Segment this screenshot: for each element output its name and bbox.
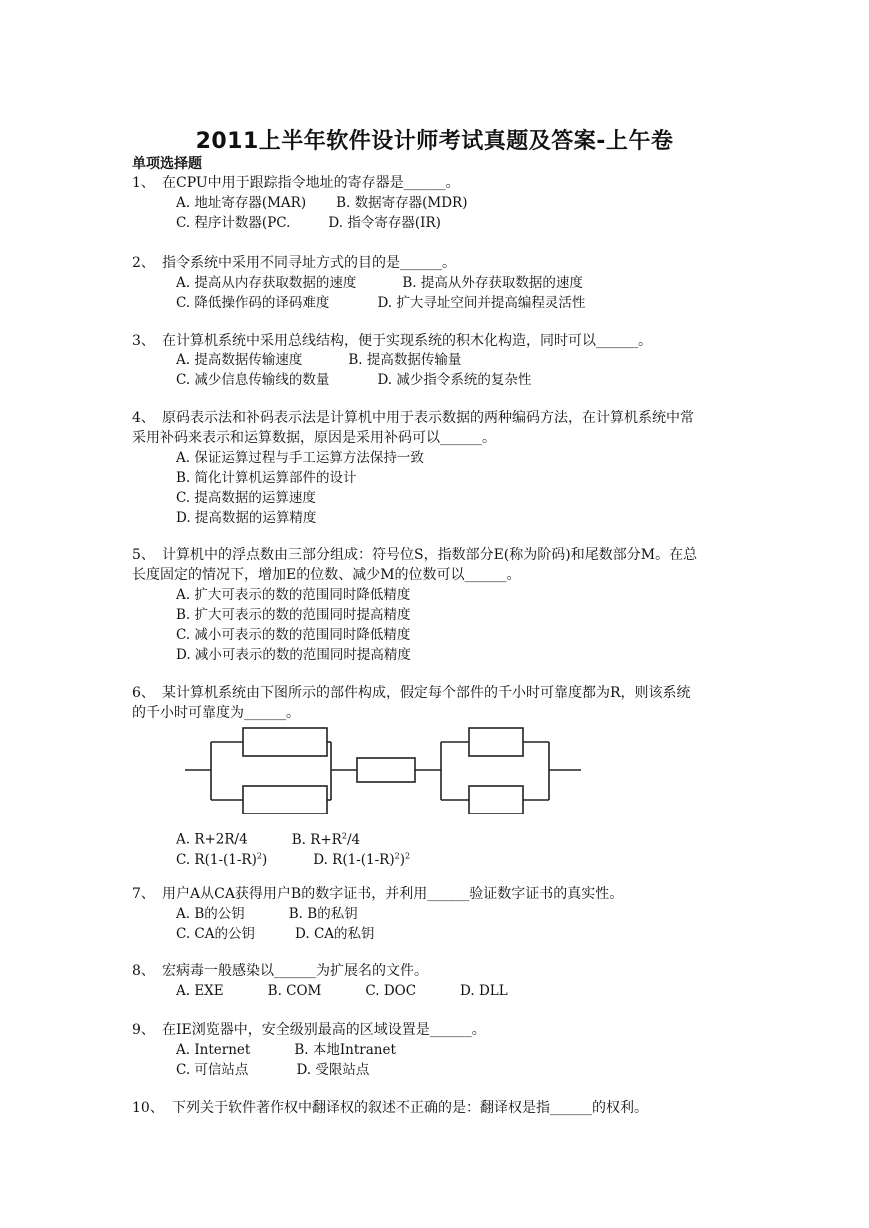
question-number: 1、: [132, 175, 155, 191]
option-d: D. 指令寄存器(IR): [328, 215, 441, 231]
question-number: 2、: [132, 255, 155, 271]
option-c: C. CA的公钥: [176, 926, 256, 942]
option-b: B. 本地Intranet: [294, 1042, 396, 1058]
option-d: D. CA的私钥: [295, 926, 375, 942]
option-a: A. 保证运算过程与手工运算方法保持一致: [176, 450, 424, 466]
question-number: 8、: [132, 963, 155, 979]
options-row: [176, 904, 358, 924]
question-text: 在CPU中用于跟踪指令地址的寄存器是______。: [162, 175, 460, 191]
option-a: A. 地址寄存器(MAR): [176, 195, 307, 211]
option-a: A. 提高从内存获取数据的速度: [176, 275, 357, 291]
option-b: B. COM: [267, 983, 322, 999]
question-continuation: 长度固定的情况下，增加E的位数、减少M的位数可以______。: [132, 567, 521, 583]
option-b: B. 数据寄存器(MDR): [336, 195, 468, 211]
option-a: A. B的公钥: [176, 906, 245, 922]
question-number: 9、: [132, 1022, 155, 1038]
option-c: C. 减少信息传输线的数量: [176, 372, 330, 388]
option-c: C. 减小可表示的数的范围同时降低精度: [176, 627, 411, 643]
question-continuation: 采用补码来表示和运算数据，原因是采用补码可以______。: [132, 430, 496, 446]
options-row: [176, 924, 375, 944]
question-2: [132, 253, 456, 273]
option-c: C. $R(1-(1-R)^2)$: [176, 851, 268, 868]
question-number: 4、: [132, 410, 155, 426]
option-d: D. 受限站点: [296, 1062, 370, 1078]
question-text: 某计算机系统由下图所示的部件构成，假定每个部件的千小时可靠度都为R，则该系统: [162, 685, 691, 701]
options-row: [176, 846, 410, 870]
option-d: D. 减小可表示的数的范围同时提高精度: [176, 647, 411, 663]
options-row: [176, 1040, 396, 1060]
question-9: [132, 1020, 486, 1040]
question-text: 用户A从CA获得用户B的数字证书，并利用______验证数字证书的真实性。: [162, 886, 624, 902]
question-text: 指令系统中采用不同寻址方式的目的是______。: [162, 255, 456, 271]
question-3: [132, 331, 652, 351]
option-c: C. 提高数据的运算速度: [176, 490, 316, 506]
option-a: A. 扩大可表示的数的范围同时降低精度: [176, 587, 411, 603]
question-text: 在计算机系统中采用总线结构，便于实现系统的积木化构造，同时可以______。: [162, 333, 652, 349]
question-text: 宏病毒一般感染以______为扩展名的文件。: [162, 963, 428, 979]
question-text: 计算机中的浮点数由三部分组成：符号位S，指数部分E(称为阶码)和尾数部分M。在总: [162, 547, 698, 563]
question-text: 下列关于软件著作权中翻译权的叙述不正确的是：翻译权是指______的权利。: [172, 1100, 648, 1116]
option-d: D. 提高数据的运算精度: [176, 510, 317, 526]
question-continuation: 的千小时可靠度为______。: [132, 705, 300, 721]
component-block: [469, 728, 523, 756]
reliability-block-diagram: [185, 722, 585, 814]
question-4: [132, 408, 694, 428]
option-b: B. 提高数据传输量: [348, 352, 462, 368]
question-number: 6、: [132, 685, 155, 701]
question-7: [132, 884, 623, 904]
question-number: 7、: [132, 886, 155, 902]
options-row: [176, 981, 508, 1001]
options-row: [176, 293, 585, 313]
option-d: D. DLL: [460, 983, 508, 999]
options-row: [176, 350, 461, 370]
page-title: 2011上半年软件设计师考试真题及答案-上午卷: [195, 129, 674, 154]
option-a: A. 提高数据传输速度: [176, 352, 303, 368]
option-d: D. 减少指令系统的复杂性: [377, 372, 532, 388]
option-a: A. R+2R/4: [176, 831, 248, 848]
option-b: B. 扩大可表示的数的范围同时提高精度: [176, 607, 411, 623]
option-a: A. EXE: [176, 983, 224, 999]
options-row: [176, 1060, 369, 1080]
options-row: [176, 213, 441, 233]
option-c: C. 程序计数器(PC.: [176, 215, 291, 231]
options-row: [176, 273, 583, 293]
option-d: D. 扩大寻址空间并提高编程灵活性: [377, 295, 586, 311]
question-5: [132, 545, 697, 565]
option-c: C. 降低操作码的译码难度: [176, 295, 330, 311]
option-b: B. 提高从外存获取数据的速度: [402, 275, 583, 291]
question-number: 5、: [132, 547, 155, 563]
question-number: 10、: [132, 1100, 164, 1116]
option-d: D. $R(1-(1-R)^2)^2$: [313, 851, 411, 868]
component-block: [243, 786, 327, 814]
question-text: 原码表示法和补码表示法是计算机中用于表示数据的两种编码方法，在计算机系统中常: [162, 410, 694, 426]
option-c: C. 可信站点: [176, 1062, 249, 1078]
question-number: 3、: [132, 333, 155, 349]
options-row: [176, 193, 467, 213]
component-block: [357, 758, 415, 782]
option-a: A. Internet: [176, 1042, 251, 1058]
component-block: [469, 786, 523, 814]
option-b: B. 简化计算机运算部件的设计: [176, 470, 357, 486]
question-10: [132, 1098, 648, 1118]
question-text: 在IE浏览器中，安全级别最高的区域设置是______。: [162, 1022, 486, 1038]
question-8: [132, 961, 428, 981]
component-block: [243, 728, 327, 756]
option-c: C. DOC: [365, 983, 417, 999]
question-1: [132, 173, 460, 193]
section-heading: 单项选择题: [132, 156, 202, 172]
option-b: B. B的私钥: [288, 906, 358, 922]
options-row: [176, 370, 531, 390]
option-b: B. $R+R^2/4$: [291, 831, 361, 848]
question-6: [132, 683, 691, 703]
